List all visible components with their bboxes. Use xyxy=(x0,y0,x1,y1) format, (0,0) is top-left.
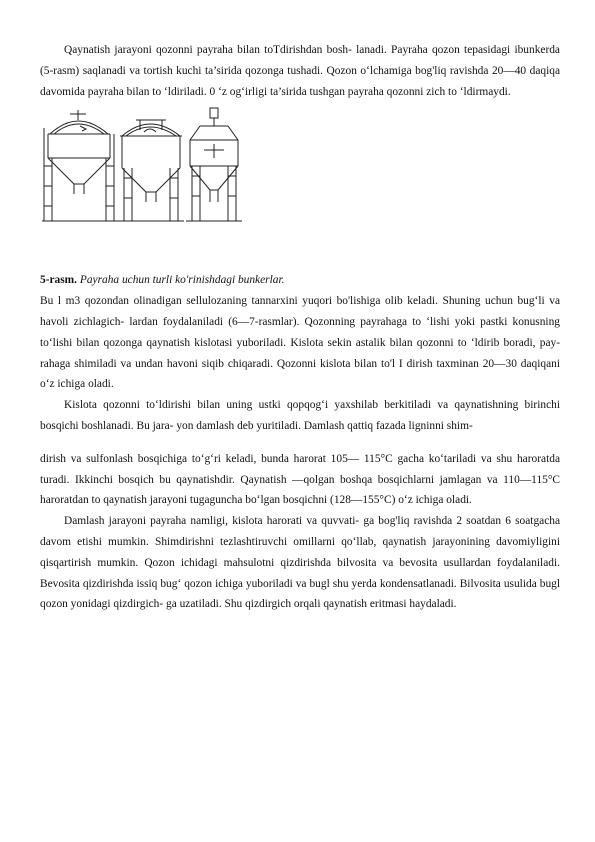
bunker-drawings xyxy=(40,106,270,226)
bunker-drawing-2 xyxy=(118,120,184,221)
figure-title: Payraha uchun turli ko'rinishdagi bunkerlar. xyxy=(79,274,285,287)
paragraph-3: Kislota qozonni to‘ldirishi bilan uning ustki qopqog‘i yaxshilab berkitiladi va qaynatishning birinchi bosqichi boshlanadi. Bu jara- yon damlash deb yuritiladi. Damlash qattiq fazada ligninni shim- xyxy=(40,399,560,432)
paragraph-1: Qaynatish jarayoni qozonni payraha bilan toTdirishdan bosh- lanadi. Payraha qozon tepasidagi ibunkerda (5-rasm) saqlanadi va tortish kuchi ta’sirida qozonga tushadi. Qozon o‘lchamiga bog'liq ravishda 20—40 daqiqa davomida payraha bilan to ‘ldiriladi. 0 ‘z og‘irligi ta’sirida tushgan payraha qozonni zich to ‘ldirmaydi. xyxy=(40,44,560,98)
paragraph-4: dirish va sulfonlash bosqichiga to‘g‘ri keladi, bunda harorat 105— 115°C gacha ko‘tariladi va shu haroratda turadi. Ikkinchi bosqich bu qaynatishdir. Qaynatish —qolgan boshqa bosqichlarni jamlagan va 110—115°C haroratdan to qaynatish jarayoni tugaguncha bo‘lgan bosqichni (128—155°C) o‘z ichiga oladi. xyxy=(40,452,560,507)
bunker-drawing-1 xyxy=(42,110,118,221)
page-break-gap xyxy=(40,437,560,449)
figure-number: 5-rasm. xyxy=(40,274,78,287)
paragraph-2: Bu l m3 qozondan olinadigan sellulozaning tannarxini yuqori bo'lishiga olib keladi. Shuning uchun bug‘li va havoli zichlagich- lardan foydalaniladi (6—7-rasmlar). Qozonning payrahaga to ‘lishi yoki pastki konusning to‘lishi bilan qozonga qaynatish kislotasi yuboriladi. Kislota sekin astalik bilan qozonni to ‘ldirib boradi, pay- rahaga shimiladi va undan havoni siqib chiqaradi. Qozonni kislota bilan to'l I dirish taxminan 20—30 daqiqani o‘z ichiga oladi. xyxy=(40,295,560,391)
document-page xyxy=(40,40,560,615)
bunker-drawing-3 xyxy=(186,108,242,221)
figure-caption xyxy=(40,270,560,291)
figure-bunkers xyxy=(40,106,560,269)
paragraph-5: Damlash jarayoni payraha namligi, kislota harorati va quvvati- ga bog'liq ravishda 2 soatdan 6 soatgacha davom etishi mumkin. Shimdirishni tezlashtiruvchi omillarni qo‘llab, qaynatish jarayonining davomiyligini qisqartirish mumkin. Qozon ichidagi mahsulotni qizdirishda bilvosita va bevosita usullardan foydalaniladi. Bevosita qizdirishda issiq bug‘ qozon ichiga yuboriladi va bugl shu yerda kondensatlanadi. Bilvosita usulida bugl qozon yonidagi qizdirgich- ga uzatiladi. Shu qizdirgich orqali qaynatish eritmasi haydaladi. xyxy=(40,515,560,611)
